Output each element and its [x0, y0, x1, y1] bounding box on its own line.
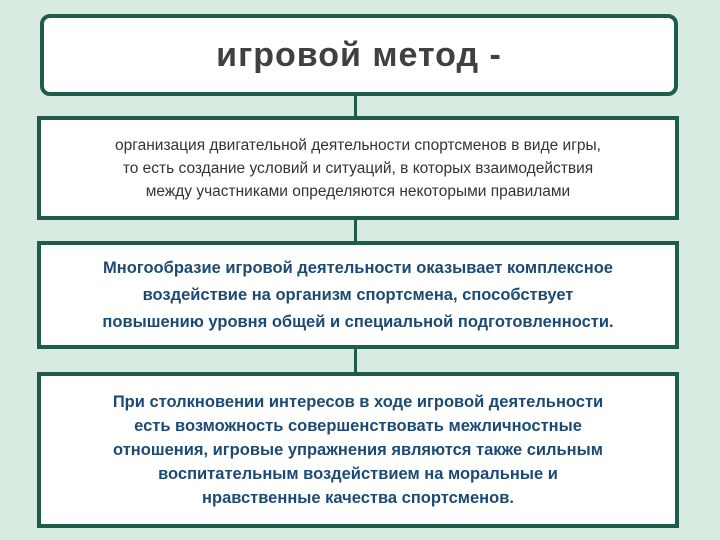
interests-line: воспитательным воздействием на моральные и — [158, 465, 558, 483]
diversity-box — [37, 241, 679, 349]
definition-box — [37, 116, 679, 220]
title-box — [40, 14, 678, 96]
connector-line — [354, 96, 357, 116]
interests-box — [37, 372, 679, 528]
connector-line — [354, 220, 357, 241]
diversity-line: Многообразие игровой деятельности оказывает комплексное — [103, 258, 613, 277]
interests-line: При столкновении интересов в ходе игровой деятельности — [112, 393, 604, 411]
interests-line: нравственные качества спортсменов. — [202, 489, 514, 507]
definition-line: то есть создание условий и ситуаций, в которых взаимодействия — [122, 159, 594, 177]
definition-line: между участниками определяются некоторыми правилами — [145, 182, 571, 200]
definition-text — [105, 134, 611, 203]
interests-line: отношения, игровые упражнения являются также сильным — [113, 441, 603, 459]
definition-line: организация двигательной деятельности спортсменов в виде игры, — [115, 136, 601, 154]
connector-line — [354, 349, 357, 372]
diversity-line: воздействие на организм спортсмена, способствует — [142, 285, 574, 304]
interests-line: есть возможность совершенствовать межличностные — [134, 417, 582, 435]
page-title: игровой метод - — [216, 35, 502, 74]
interests-text — [103, 390, 613, 510]
diversity-line: повышению уровня общей и специальной подготовленности. — [102, 312, 614, 331]
diversity-text — [92, 255, 623, 336]
